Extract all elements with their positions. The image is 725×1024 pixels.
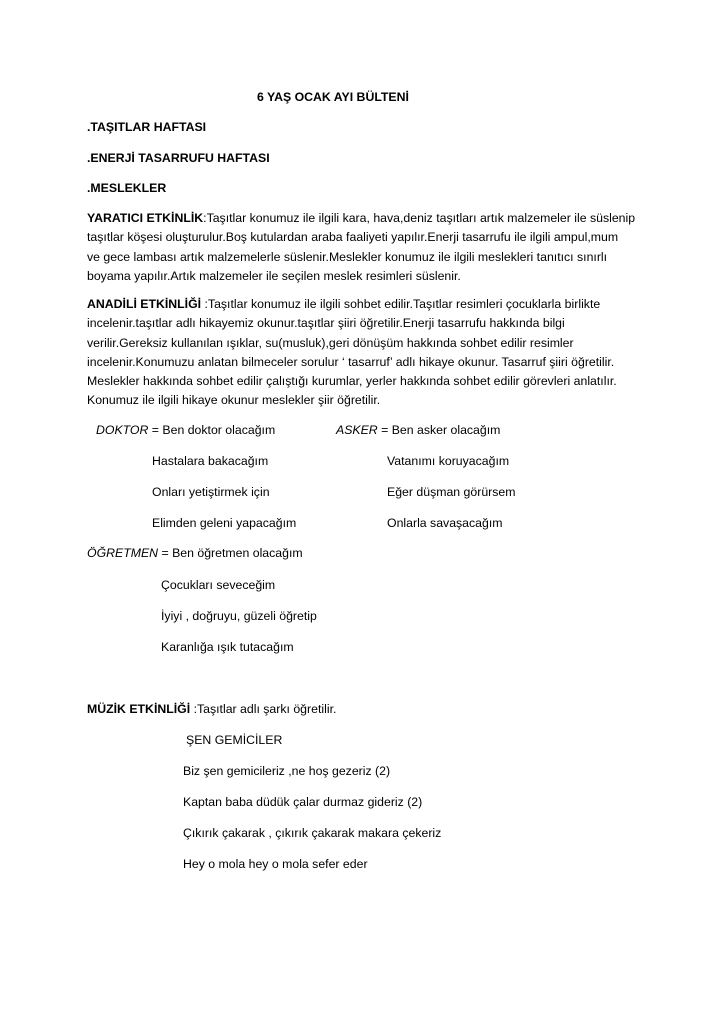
doktor-first: = Ben doktor olacağım — [148, 423, 276, 437]
ogretmen-line: İyiyi , doğruyu, güzeli öğretip — [161, 609, 317, 623]
song-title: ŞEN GEMİCİLER — [186, 733, 283, 747]
yaratici-etkinlik-paragraph — [87, 209, 636, 286]
muzik-heading: MÜZİK ETKİNLİĞİ — [87, 702, 191, 716]
asker-line: Onlarla savaşacağım — [387, 516, 503, 530]
topic-tasitlar: .TAŞITLAR HAFTASI — [87, 120, 207, 134]
anadili-heading: ANADİLİ ETKİNLİĞİ — [87, 297, 202, 311]
asker-poem-first-line — [336, 423, 500, 437]
yaratici-line: :Taşıtlar konumuz ile ilgili kara, hava,deniz taşıtları artık malzemeler ile süslenip — [203, 211, 636, 225]
anadili-line: Meslekler hakkında sohbet edilir çalıştığı kurumlar, yerler hakkında sohbet edilir görevleri anlatılır. — [87, 374, 617, 389]
ogretmen-line: Karanlığa ışık tutacağım — [161, 640, 294, 654]
anadili-line: Konumuz ile ilgili hikaye okunur meslekler şiir öğretilir. — [87, 393, 381, 408]
doktor-poem-first-line — [96, 423, 275, 437]
song-line: Biz şen gemicileriz ,ne hoş gezeriz (2) — [183, 764, 391, 778]
anadili-line: incelenir.Konumuzu anlatan bilmeceler sorulur ‘ tasarruf’ adlı hikaye okunur. Tasarruf şiiri öğretilir. — [87, 354, 615, 369]
ogretmen-line: Çocukları seveceğim — [161, 578, 276, 592]
topic-enerji: .ENERJİ TASARRUFU HAFTASI — [87, 151, 270, 165]
page-title: 6 YAŞ OCAK AYI BÜLTENİ — [257, 90, 409, 104]
doktor-line: Elimden geleni yapacağım — [152, 516, 297, 530]
yaratici-heading: YARATICI ETKİNLİK — [87, 211, 204, 225]
anadili-line: incelenir.taşıtlar adlı hikayemiz okunur.taşıtlar şiiri öğretilir.Enerji tasarrufu hakkında bilgi — [87, 316, 565, 331]
ogretmen-first: = Ben öğretmen olacağım — [158, 546, 303, 560]
asker-label: ASKER — [336, 423, 378, 437]
asker-line: Vatanımı koruyacağım — [387, 454, 510, 468]
yaratici-line: taşıtlar köşesi oluşturulur.Boş kutulardan araba faaliyeti yapılır.Enerji tasarrufu ile ilgili ampul,mum — [87, 230, 619, 245]
anadili-line: :Taşıtlar konumuz ile ilgili sohbet edilir.Taşıtlar resimleri çocuklarla birlikte — [201, 297, 601, 311]
muzik-text: :Taşıtlar adlı şarkı öğretilir. — [190, 702, 337, 716]
asker-line: Eğer düşman görürsem — [387, 485, 516, 499]
ogretmen-poem-first-line — [87, 546, 303, 560]
yaratici-line: ve gece lambası artık malzemelerle süslenir.Meslekler konumuz ile ilgili meslekleri tanıtıcı sınırlı — [87, 249, 608, 264]
doktor-line: Onları yetiştirmek için — [152, 485, 270, 499]
ogretmen-label: ÖĞRETMEN — [87, 546, 159, 560]
song-line: Çıkırık çakarak , çıkırık çakarak makara çekeriz — [183, 826, 442, 840]
anadili-etkinligi-paragraph — [87, 295, 632, 411]
doktor-line: Hastalara bakacağım — [152, 454, 269, 468]
muzik-etkinligi-line — [87, 702, 336, 716]
doktor-label: DOKTOR — [96, 423, 149, 437]
song-line: Kaptan baba düdük çalar durmaz gideriz (2) — [183, 795, 423, 809]
topic-meslekler: .MESLEKLER — [87, 181, 167, 195]
asker-first: = Ben asker olacağım — [377, 423, 501, 437]
anadili-line: verilir.Gereksiz kullanılan ışıklar, su(musluk),geri dönüşüm hakkında sohbet edilir resimler — [87, 335, 574, 350]
yaratici-line: boyama yapılır.Artık malzemeler ile seçilen meslek resimleri süslenir. — [87, 268, 461, 283]
song-line: Hey o mola hey o mola sefer eder — [183, 857, 368, 871]
